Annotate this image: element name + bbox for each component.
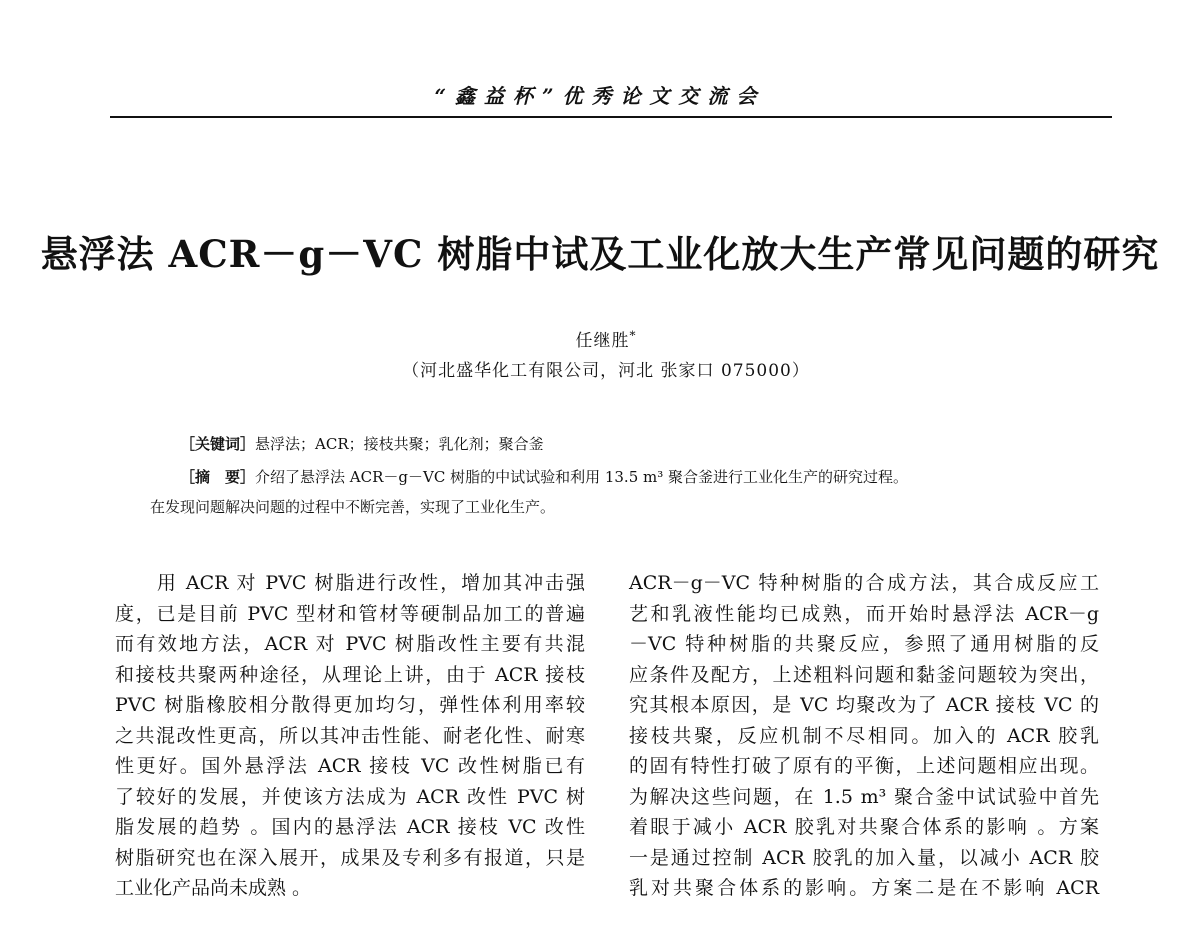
abstract-line-2: 在发现问题解决问题的过程中不断完善，实现了工业化生产。 bbox=[150, 498, 556, 516]
body-line: 工业化产品尚未成熟 。 bbox=[115, 877, 312, 899]
author-footnote-mark: * bbox=[629, 328, 637, 343]
keywords-label: ［关键词］ bbox=[180, 435, 256, 453]
body-line: 一是通过控制 ACR 胶乳的加入量，以减小 ACR 胶 bbox=[629, 846, 1099, 869]
body-line: 了较好的发展，并使该方法成为 ACR 改性 PVC 树 bbox=[115, 785, 585, 808]
body-right-column bbox=[629, 568, 1099, 904]
article-title: 悬浮法 ACR－g－VC 树脂中试及工业化放大生产常见问题的研究 bbox=[40, 232, 1160, 276]
running-header: “鑫益杯”优秀论文交流会 bbox=[434, 84, 766, 108]
body-line: 究其根本原因，是 VC 均聚改为了 ACR 接枝 VC 的 bbox=[629, 694, 1099, 716]
body-line: 着眼于减小 ACR 胶乳对共聚合体系的影响 。方案 bbox=[629, 816, 1099, 838]
body-line: 性更好。国外悬浮法 ACR 接枝 VC 改性树脂已有 bbox=[115, 755, 585, 777]
body-line: 为解决这些问题，在 1.5 m³ 聚合釜中试试验中首先 bbox=[629, 785, 1099, 808]
body-line: 而有效地方法，ACR 对 PVC 树脂改性主要有共混 bbox=[115, 633, 585, 655]
body-left-column bbox=[115, 568, 585, 904]
body-line: PVC 树脂橡胶相分散得更加均匀，弹性体利用率较 bbox=[115, 694, 585, 716]
keywords-line bbox=[180, 433, 544, 454]
body-line: 之共混改性更高，所以其冲击性能、耐老化性、耐寒 bbox=[115, 724, 585, 747]
body-line: 的固有特性打破了原有的平衡，上述问题相应出现。 bbox=[629, 755, 1099, 777]
body-line: －VC 特种树脂的共聚反应，参照了通用树脂的反 bbox=[629, 633, 1099, 655]
body-line: 乳对共聚合体系的影响。方案二是在不影响 ACR bbox=[629, 877, 1099, 899]
body-line: 树脂研究也在深入展开，成果及专利多有报道，只是 bbox=[115, 846, 585, 869]
keywords-text: 悬浮法；ACR；接枝共聚；乳化剂；聚合釜 bbox=[255, 435, 544, 453]
header-divider bbox=[110, 116, 1112, 118]
body-line: 艺和乳液性能均已成熟，而开始时悬浮法 ACR－g bbox=[629, 602, 1099, 625]
body-line: 和接枝共聚两种途径，从理论上讲，由于 ACR 接枝 bbox=[115, 663, 585, 686]
author-line bbox=[0, 326, 1200, 351]
abstract-line-1 bbox=[180, 466, 908, 487]
body-line: 用 ACR 对 PVC 树脂进行改性，增加其冲击强 bbox=[115, 572, 585, 594]
body-line: 接枝共聚，反应机制不尽相同。加入的 ACR 胶乳 bbox=[629, 724, 1099, 747]
body-line: 脂发展的趋势 。国内的悬浮法 ACR 接枝 VC 改性 bbox=[115, 816, 585, 838]
body-line: ACR－g－VC 特种树脂的合成方法，其合成反应工 bbox=[629, 572, 1099, 594]
author-name: 任继胜 bbox=[575, 331, 630, 351]
abstract-text-1: 介绍了悬浮法 ACR－g－VC 树脂的中试试验和利用 13.5 m³ 聚合釜进行工业化生产的研究过程。 bbox=[255, 468, 909, 486]
affiliation: （河北盛华化工有限公司，河北 张家口 075000） bbox=[402, 361, 810, 381]
body-line: 度，已是目前 PVC 型材和管材等硬制品加工的普遍 bbox=[115, 602, 585, 625]
body-line: 应条件及配方，上述粗料问题和黏釜问题较为突出， bbox=[629, 663, 1099, 686]
abstract-label: ［摘 要］ bbox=[180, 468, 256, 486]
